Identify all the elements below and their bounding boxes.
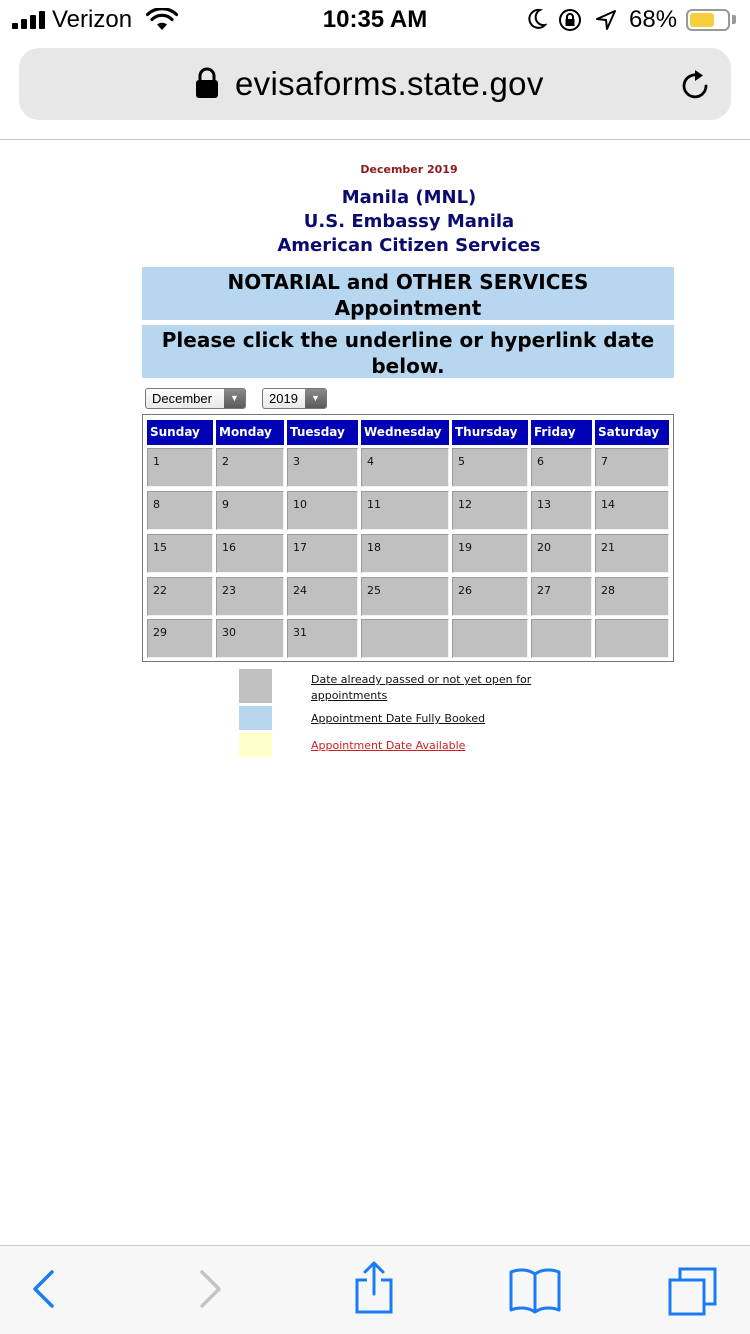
- calendar-day-23: 23: [216, 577, 284, 616]
- month-select[interactable]: [145, 388, 246, 409]
- calendar-header-monday: Monday: [216, 420, 284, 445]
- calendar-empty-cell: [361, 619, 449, 658]
- calendar-day-30: 30: [216, 619, 284, 658]
- calendar-day-6: 6: [531, 448, 592, 487]
- legend-link-available[interactable]: Appointment Date Available: [311, 739, 466, 752]
- calendar-day-5: 5: [452, 448, 528, 487]
- legend-link-booked[interactable]: Appointment Date Fully Booked: [311, 712, 486, 725]
- service-type: Appointment: [334, 296, 482, 320]
- legend-swatch-unavailable: [239, 669, 272, 703]
- calendar-header-thursday: Thursday: [452, 420, 528, 445]
- browser-address-area: [0, 40, 750, 140]
- back-icon[interactable]: [28, 1264, 58, 1314]
- calendar-day-26: 26: [452, 577, 528, 616]
- chevron-down-icon[interactable]: ▼: [224, 389, 245, 408]
- appointment-calendar: [142, 414, 674, 662]
- service-name: NOTARIAL and OTHER SERVICES: [227, 270, 589, 294]
- calendar-day-21: 21: [595, 534, 669, 573]
- instruction-line-2: below.: [371, 354, 445, 378]
- calendar-day-13: 13: [531, 491, 592, 530]
- calendar-day-9: 9: [216, 491, 284, 530]
- calendar-day-18: 18: [361, 534, 449, 573]
- year-select-value: 2019: [269, 391, 298, 406]
- calendar-day-24: 24: [287, 577, 358, 616]
- calendar-day-29: 29: [147, 619, 213, 658]
- battery-icon: [686, 9, 730, 31]
- legend-link-unavailable[interactable]: Date already passed or not yet open for appointments: [311, 673, 532, 702]
- rotation-lock-icon: [557, 8, 583, 32]
- calendar-day-20: 20: [531, 534, 592, 573]
- calendar-day-25: 25: [361, 577, 449, 616]
- calendar-day-22: 22: [147, 577, 213, 616]
- calendar-day-28: 28: [595, 577, 669, 616]
- legend-swatch-booked: [239, 706, 272, 730]
- calendar-day-3: 3: [287, 448, 358, 487]
- tabs-icon[interactable]: [666, 1264, 720, 1318]
- url-text[interactable]: evisaforms.state.gov: [235, 65, 544, 102]
- battery-percent: 68%: [629, 6, 678, 33]
- post-embassy: U.S. Embassy Manila: [303, 211, 515, 232]
- instruction-banner: [142, 325, 674, 378]
- year-select[interactable]: [262, 388, 327, 409]
- padlock-icon: [195, 67, 219, 99]
- calendar-day-8: 8: [147, 491, 213, 530]
- location-arrow-icon: [595, 9, 617, 31]
- reload-icon[interactable]: [679, 68, 713, 102]
- calendar-header-sunday: Sunday: [147, 420, 213, 445]
- calendar-day-2: 2: [216, 448, 284, 487]
- calendar-day-19: 19: [452, 534, 528, 573]
- calendar-day-7: 7: [595, 448, 669, 487]
- legend-swatch-available: [239, 733, 272, 757]
- calendar-day-31: 31: [287, 619, 358, 658]
- clock: 10:35 AM: [322, 6, 428, 33]
- calendar-header-friday: Friday: [531, 420, 592, 445]
- calendar-empty-cell: [531, 619, 592, 658]
- calendar-day-14: 14: [595, 491, 669, 530]
- moon-icon: [527, 8, 547, 30]
- month-select-value: December: [152, 391, 212, 406]
- calendar-day-12: 12: [452, 491, 528, 530]
- calendar-day-4: 4: [361, 448, 449, 487]
- post-section: American Citizen Services: [277, 235, 541, 256]
- calendar-header-wednesday: Wednesday: [361, 420, 449, 445]
- calendar-header-tuesday: Tuesday: [287, 420, 358, 445]
- calendar-day-1: 1: [147, 448, 213, 487]
- post-city: Manila (MNL): [341, 187, 477, 208]
- share-icon[interactable]: [352, 1260, 396, 1316]
- status-bar: [0, 0, 750, 40]
- carrier-name: Verizon: [52, 6, 133, 33]
- battery-tip: [732, 15, 736, 24]
- calendar-day-11: 11: [361, 491, 449, 530]
- calendar-day-15: 15: [147, 534, 213, 573]
- service-banner: [142, 267, 674, 320]
- browser-toolbar: [0, 1245, 750, 1334]
- address-bar[interactable]: [19, 48, 731, 120]
- forward-icon[interactable]: [196, 1264, 226, 1314]
- calendar-day-16: 16: [216, 534, 284, 573]
- calendar-day-17: 17: [287, 534, 358, 573]
- post-info: [0, 186, 750, 258]
- chevron-down-icon[interactable]: ▼: [305, 389, 326, 408]
- calendar-empty-cell: [595, 619, 669, 658]
- bookmarks-icon[interactable]: [508, 1264, 562, 1314]
- calendar-empty-cell: [452, 619, 528, 658]
- calendar-day-27: 27: [531, 577, 592, 616]
- instruction-line-1: Please click the underline or hyperlink date: [161, 328, 655, 352]
- month-year-title: December 2019: [360, 163, 458, 176]
- calendar-header-saturday: Saturday: [595, 420, 669, 445]
- calendar-day-10: 10: [287, 491, 358, 530]
